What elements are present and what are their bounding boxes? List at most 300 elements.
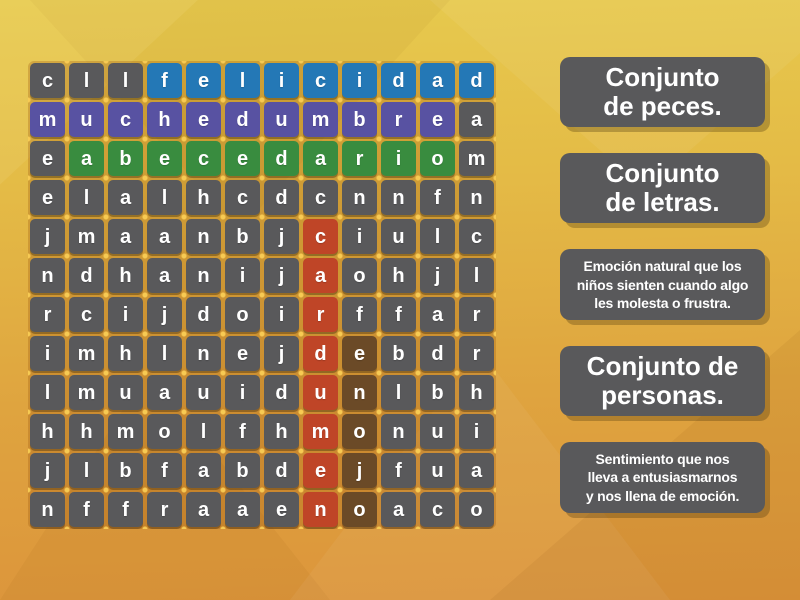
grid-letter: e: [314, 459, 327, 482]
grid-cell[interactable]: [459, 492, 494, 527]
grid-letter: f: [395, 303, 402, 326]
grid-cell[interactable]: [147, 414, 182, 449]
grid-letter: l: [473, 264, 480, 287]
grid-letter: c: [470, 225, 483, 248]
grid-letter: b: [119, 147, 132, 170]
grid-letter: f: [83, 498, 90, 521]
grid-letter: n: [197, 264, 210, 287]
grid-cell[interactable]: [303, 336, 338, 371]
grid-cell[interactable]: [303, 63, 338, 98]
grid-cell[interactable]: [381, 219, 416, 254]
grid-letter: f: [161, 69, 168, 92]
grid-cell[interactable]: [186, 297, 221, 332]
clue-line: Conjunto de: [586, 351, 739, 381]
grid-letter: o: [236, 303, 249, 326]
grid-cell[interactable]: [381, 258, 416, 293]
grid-letter: n: [470, 186, 483, 209]
grid-cell[interactable]: [342, 102, 377, 137]
clue-card[interactable]: [560, 249, 765, 320]
grid-cell[interactable]: [381, 102, 416, 137]
grid-cell[interactable]: [342, 258, 377, 293]
clue-line: niños sienten cuando algo: [576, 276, 749, 293]
grid-letter: r: [160, 498, 169, 521]
grid-letter: c: [314, 69, 327, 92]
grid-cell[interactable]: [303, 297, 338, 332]
grid-cell[interactable]: [225, 219, 260, 254]
grid-letter: l: [239, 69, 246, 92]
grid-cell[interactable]: [108, 453, 143, 488]
grid-cell[interactable]: [420, 414, 455, 449]
grid-letter: l: [83, 69, 90, 92]
grid-letter: m: [311, 108, 330, 131]
grid-letter: r: [394, 108, 403, 131]
grid-letter: l: [122, 69, 129, 92]
grid-letter: a: [158, 225, 171, 248]
clue-line: lleva a entusiasmarnos: [587, 469, 738, 486]
grid-letter: n: [392, 420, 405, 443]
grid-letter: u: [119, 381, 132, 404]
grid-letter: u: [431, 459, 444, 482]
grid-letter: n: [353, 381, 366, 404]
grid-cell[interactable]: [147, 375, 182, 410]
grid-letter: n: [41, 498, 54, 521]
grid-cell[interactable]: [108, 414, 143, 449]
grid-letter: j: [434, 264, 441, 287]
grid-letter: o: [470, 498, 483, 521]
grid-letter: a: [314, 264, 327, 287]
grid-cell[interactable]: [147, 258, 182, 293]
grid-cell[interactable]: [342, 63, 377, 98]
grid-cell[interactable]: [459, 375, 494, 410]
clue-line: les molesta o frustra.: [594, 294, 731, 311]
grid-letter: j: [278, 342, 285, 365]
grid-cell[interactable]: [147, 141, 182, 176]
grid-cell[interactable]: [342, 297, 377, 332]
grid-letter: b: [236, 225, 249, 248]
grid-letter: f: [239, 420, 246, 443]
grid-letter: o: [353, 264, 366, 287]
grid-letter: c: [119, 108, 132, 131]
grid-letter: b: [353, 108, 366, 131]
grid-cell[interactable]: [264, 336, 299, 371]
grid-letter: n: [41, 264, 54, 287]
grid-letter: h: [41, 420, 54, 443]
grid-letter: a: [431, 69, 444, 92]
grid-letter: a: [197, 498, 210, 521]
grid-cell[interactable]: [264, 453, 299, 488]
grid-letter: f: [356, 303, 363, 326]
grid-cell[interactable]: [381, 180, 416, 215]
grid-letter: i: [473, 420, 480, 443]
grid-cell[interactable]: [108, 141, 143, 176]
grid-cell[interactable]: [147, 63, 182, 98]
grid-cell[interactable]: [264, 141, 299, 176]
grid-cell[interactable]: [381, 63, 416, 98]
grid-cell[interactable]: [381, 375, 416, 410]
grid-cell[interactable]: [30, 141, 65, 176]
grid-cell[interactable]: [225, 141, 260, 176]
grid-cell[interactable]: [69, 102, 104, 137]
grid-letter: e: [41, 186, 54, 209]
grid-letter: n: [197, 342, 210, 365]
grid-cell[interactable]: [264, 102, 299, 137]
grid-letter: m: [116, 420, 135, 443]
grid-cell[interactable]: [186, 258, 221, 293]
grid-letter: f: [434, 186, 441, 209]
grid-cell[interactable]: [108, 336, 143, 371]
grid-letter: o: [353, 420, 366, 443]
grid-cell[interactable]: [30, 180, 65, 215]
grid-letter: e: [41, 147, 54, 170]
grid-cell[interactable]: [264, 258, 299, 293]
grid-cell[interactable]: [420, 141, 455, 176]
grid-letter: a: [119, 186, 132, 209]
word-search-grid: [28, 61, 496, 529]
grid-letter: m: [77, 225, 96, 248]
grid-letter: d: [197, 303, 210, 326]
clue-line: de peces.: [603, 91, 722, 122]
grid-cell[interactable]: [30, 63, 65, 98]
grid-cell[interactable]: [186, 102, 221, 137]
grid-letter: l: [161, 342, 168, 365]
grid-letter: a: [119, 225, 132, 248]
grid-cell[interactable]: [420, 219, 455, 254]
grid-cell[interactable]: [225, 336, 260, 371]
grid-cell[interactable]: [30, 453, 65, 488]
grid-cell[interactable]: [381, 492, 416, 527]
grid-letter: a: [158, 381, 171, 404]
clue-card[interactable]: [560, 153, 765, 223]
grid-cell[interactable]: [381, 453, 416, 488]
grid-cell[interactable]: [420, 63, 455, 98]
grid-letter: i: [278, 69, 285, 92]
grid-letter: f: [395, 459, 402, 482]
grid-letter: u: [275, 108, 288, 131]
grid-cell[interactable]: [420, 336, 455, 371]
grid-letter: i: [44, 342, 51, 365]
grid-cell[interactable]: [264, 63, 299, 98]
grid-letter: r: [43, 303, 52, 326]
grid-cell[interactable]: [303, 219, 338, 254]
grid-letter: h: [80, 420, 93, 443]
grid-cell[interactable]: [147, 102, 182, 137]
grid-cell[interactable]: [342, 492, 377, 527]
grid-cell[interactable]: [147, 180, 182, 215]
grid-cell[interactable]: [342, 219, 377, 254]
grid-letter: l: [161, 186, 168, 209]
grid-cell[interactable]: [69, 141, 104, 176]
grid-cell[interactable]: [30, 414, 65, 449]
clue-line: de letras.: [605, 187, 720, 218]
grid-cell[interactable]: [264, 375, 299, 410]
grid-cell[interactable]: [69, 63, 104, 98]
grid-cell[interactable]: [420, 258, 455, 293]
grid-letter: a: [392, 498, 405, 521]
grid-cell[interactable]: [147, 453, 182, 488]
grid-cell[interactable]: [186, 414, 221, 449]
grid-cell[interactable]: [420, 102, 455, 137]
grid-cell[interactable]: [69, 258, 104, 293]
grid-cell[interactable]: [30, 336, 65, 371]
grid-letter: m: [467, 147, 486, 170]
grid-letter: d: [392, 69, 405, 92]
grid-cell[interactable]: [186, 375, 221, 410]
grid-letter: c: [236, 186, 249, 209]
grid-letter: i: [278, 303, 285, 326]
grid-letter: e: [275, 498, 288, 521]
grid-cell[interactable]: [459, 297, 494, 332]
grid-cell[interactable]: [459, 141, 494, 176]
grid-letter: b: [236, 459, 249, 482]
grid-cell[interactable]: [108, 63, 143, 98]
grid-letter: f: [161, 459, 168, 482]
grid-cell[interactable]: [108, 297, 143, 332]
clue-line: personas.: [601, 380, 724, 411]
grid-letter: r: [472, 303, 481, 326]
grid-letter: l: [200, 420, 207, 443]
grid-cell[interactable]: [147, 219, 182, 254]
grid-cell[interactable]: [108, 492, 143, 527]
grid-cell[interactable]: [225, 453, 260, 488]
clue-line: Conjunto: [605, 158, 720, 189]
grid-letter: a: [470, 459, 483, 482]
grid-cell[interactable]: [69, 492, 104, 527]
grid-cell[interactable]: [186, 63, 221, 98]
grid-letter: o: [431, 147, 444, 170]
grid-cell[interactable]: [459, 102, 494, 137]
grid-letter: a: [431, 303, 444, 326]
grid-cell[interactable]: [108, 258, 143, 293]
grid-letter: f: [122, 498, 129, 521]
grid-cell[interactable]: [30, 492, 65, 527]
grid-cell[interactable]: [108, 102, 143, 137]
grid-cell[interactable]: [69, 336, 104, 371]
clue-card[interactable]: [560, 57, 765, 127]
grid-cell[interactable]: [303, 414, 338, 449]
grid-cell[interactable]: [342, 453, 377, 488]
grid-letter: i: [356, 225, 363, 248]
grid-cell[interactable]: [69, 180, 104, 215]
grid-letter: e: [236, 342, 249, 365]
grid-cell[interactable]: [381, 297, 416, 332]
grid-cell[interactable]: [30, 297, 65, 332]
grid-letter: l: [44, 381, 51, 404]
clue-line: Emoción natural que los: [583, 258, 742, 275]
grid-letter: c: [41, 69, 54, 92]
grid-cell[interactable]: [186, 453, 221, 488]
grid-cell[interactable]: [303, 141, 338, 176]
grid-letter: o: [158, 420, 171, 443]
grid-letter: r: [472, 342, 481, 365]
grid-cell[interactable]: [69, 297, 104, 332]
grid-letter: l: [83, 186, 90, 209]
grid-letter: c: [197, 147, 210, 170]
grid-letter: e: [197, 108, 210, 131]
clue-line: Sentimiento que nos: [595, 451, 730, 468]
grid-letter: u: [80, 108, 93, 131]
grid-letter: j: [278, 264, 285, 287]
grid-cell[interactable]: [264, 414, 299, 449]
grid-cell[interactable]: [264, 219, 299, 254]
grid-letter: j: [44, 225, 51, 248]
grid-cell[interactable]: [342, 141, 377, 176]
grid-cell[interactable]: [303, 492, 338, 527]
grid-letter: d: [275, 381, 288, 404]
grid-letter: n: [353, 186, 366, 209]
grid-cell[interactable]: [420, 492, 455, 527]
grid-cell[interactable]: [303, 258, 338, 293]
grid-cell[interactable]: [459, 63, 494, 98]
grid-cell[interactable]: [459, 414, 494, 449]
grid-cell[interactable]: [225, 297, 260, 332]
grid-cell[interactable]: [381, 336, 416, 371]
grid-letter: d: [80, 264, 93, 287]
grid-letter: j: [356, 459, 363, 482]
grid-cell[interactable]: [459, 336, 494, 371]
grid-cell[interactable]: [342, 375, 377, 410]
grid-letter: j: [44, 459, 51, 482]
grid-letter: e: [197, 69, 210, 92]
grid-letter: i: [122, 303, 129, 326]
grid-letter: i: [239, 264, 246, 287]
clue-card[interactable]: [560, 442, 765, 513]
grid-cell[interactable]: [225, 180, 260, 215]
grid-letter: c: [314, 186, 327, 209]
grid-letter: n: [314, 498, 327, 521]
grid-cell[interactable]: [342, 180, 377, 215]
grid-cell[interactable]: [69, 375, 104, 410]
grid-cell[interactable]: [147, 492, 182, 527]
grid-cell[interactable]: [147, 336, 182, 371]
grid-cell[interactable]: [225, 258, 260, 293]
grid-letter: c: [314, 225, 327, 248]
clue-card[interactable]: [560, 346, 765, 416]
grid-cell[interactable]: [303, 453, 338, 488]
grid-letter: u: [392, 225, 405, 248]
grid-cell[interactable]: [186, 336, 221, 371]
grid-letter: r: [355, 147, 364, 170]
grid-cell[interactable]: [69, 219, 104, 254]
grid-letter: j: [278, 225, 285, 248]
grid-letter: c: [431, 498, 444, 521]
clue-line: y nos llena de emoción.: [585, 487, 740, 504]
grid-letter: e: [236, 147, 249, 170]
grid-cell[interactable]: [30, 375, 65, 410]
grid-cell[interactable]: [225, 375, 260, 410]
grid-letter: b: [392, 342, 405, 365]
grid-cell[interactable]: [186, 492, 221, 527]
grid-cell[interactable]: [303, 180, 338, 215]
grid-cell[interactable]: [420, 180, 455, 215]
grid-cell[interactable]: [459, 258, 494, 293]
grid-cell[interactable]: [186, 219, 221, 254]
grid-letter: d: [236, 108, 249, 131]
grid-cell[interactable]: [303, 102, 338, 137]
grid-cell[interactable]: [381, 414, 416, 449]
grid-letter: m: [38, 108, 57, 131]
grid-letter: a: [470, 108, 483, 131]
grid-cell[interactable]: [459, 453, 494, 488]
grid-letter: a: [158, 264, 171, 287]
grid-cell[interactable]: [147, 297, 182, 332]
clue-list: [560, 57, 765, 513]
grid-cell[interactable]: [30, 258, 65, 293]
grid-cell[interactable]: [69, 453, 104, 488]
grid-cell[interactable]: [381, 141, 416, 176]
grid-letter: h: [275, 420, 288, 443]
grid-letter: d: [275, 459, 288, 482]
grid-letter: b: [431, 381, 444, 404]
grid-letter: e: [353, 342, 366, 365]
grid-letter: n: [197, 225, 210, 248]
grid-cell[interactable]: [342, 414, 377, 449]
grid-letter: e: [431, 108, 444, 131]
grid-letter: d: [470, 69, 483, 92]
grid-letter: b: [119, 459, 132, 482]
grid-cell[interactable]: [342, 336, 377, 371]
grid-cell[interactable]: [459, 180, 494, 215]
grid-letter: l: [83, 459, 90, 482]
grid-cell[interactable]: [108, 219, 143, 254]
grid-cell[interactable]: [186, 180, 221, 215]
grid-letter: h: [119, 264, 132, 287]
grid-letter: l: [395, 381, 402, 404]
grid-letter: h: [197, 186, 210, 209]
grid-cell[interactable]: [108, 375, 143, 410]
grid-letter: d: [275, 147, 288, 170]
grid-letter: m: [311, 420, 330, 443]
grid-letter: n: [392, 186, 405, 209]
grid-cell[interactable]: [264, 297, 299, 332]
grid-cell[interactable]: [30, 102, 65, 137]
grid-letter: h: [119, 342, 132, 365]
grid-letter: a: [80, 147, 93, 170]
grid-letter: a: [197, 459, 210, 482]
grid-cell[interactable]: [186, 141, 221, 176]
grid-cell[interactable]: [225, 414, 260, 449]
grid-cell[interactable]: [420, 375, 455, 410]
grid-letter: a: [236, 498, 249, 521]
grid-letter: u: [314, 381, 327, 404]
grid-cell[interactable]: [459, 219, 494, 254]
grid-letter: o: [353, 498, 366, 521]
grid-letter: u: [197, 381, 210, 404]
clue-line: Conjunto: [605, 62, 720, 92]
grid-cell[interactable]: [264, 180, 299, 215]
grid-letter: r: [316, 303, 325, 326]
grid-cell[interactable]: [303, 375, 338, 410]
grid-cell[interactable]: [108, 180, 143, 215]
grid-letter: m: [77, 342, 96, 365]
grid-letter: j: [161, 303, 168, 326]
grid-cell[interactable]: [420, 297, 455, 332]
grid-cell[interactable]: [225, 102, 260, 137]
grid-cell[interactable]: [225, 492, 260, 527]
grid-cell[interactable]: [420, 453, 455, 488]
grid-letter: d: [275, 186, 288, 209]
grid-letter: e: [158, 147, 171, 170]
grid-letter: h: [392, 264, 405, 287]
grid-letter: a: [314, 147, 327, 170]
grid-letter: c: [80, 303, 93, 326]
grid-letter: m: [77, 381, 96, 404]
grid-cell[interactable]: [264, 492, 299, 527]
grid-letter: d: [431, 342, 444, 365]
grid-cell[interactable]: [69, 414, 104, 449]
grid-cell[interactable]: [225, 63, 260, 98]
grid-cell[interactable]: [30, 219, 65, 254]
grid-letter: d: [314, 342, 327, 365]
